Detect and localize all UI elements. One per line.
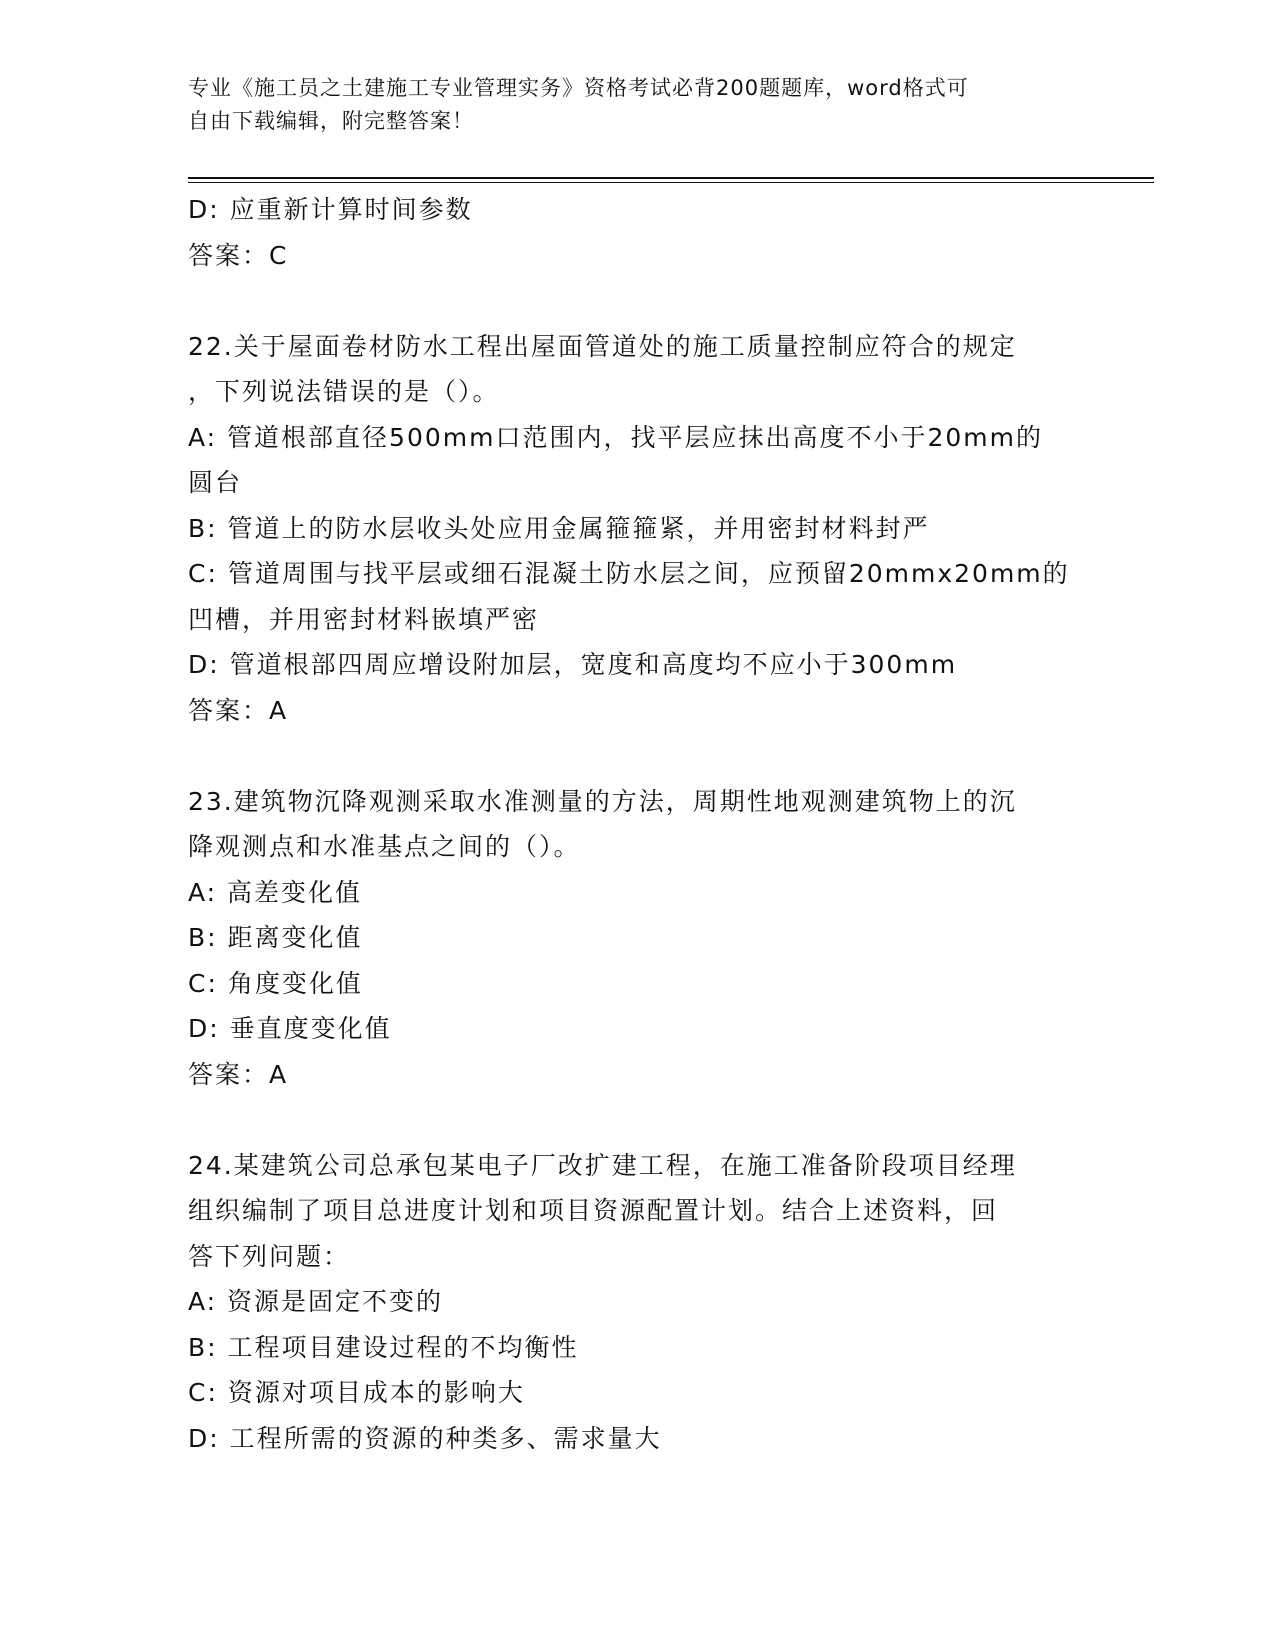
header-line: 自由下载编辑，附完整答案！ bbox=[188, 109, 474, 133]
header-line: 专业《施工员之土建施工专业管理实务》资格考试必背200题题库，word格式可 bbox=[188, 76, 969, 100]
answer: 答案：A bbox=[188, 695, 289, 725]
option-b: B: 工程项目建设过程的不均衡性 bbox=[188, 1332, 579, 1362]
option-b: B: 管道上的防水层收头处应用金属箍箍紧，并用密封材料封严 bbox=[188, 513, 930, 543]
question-24 bbox=[188, 1143, 1088, 1462]
option-d: D: 管道根部四周应增设附加层，宽度和高度均不应小于300mm bbox=[188, 650, 958, 679]
question-stem: 降观测点和水准基点之间的（）。 bbox=[188, 832, 581, 861]
document-header bbox=[188, 72, 1088, 138]
question-stem: 22.关于屋面卷材防水工程出屋面管道处的施工质量控制应符合的规定 bbox=[188, 331, 1017, 361]
question-stem: ，下列说法错误的是（）。 bbox=[188, 377, 500, 406]
option-d: D: 工程所需的资源的种类多、需求量大 bbox=[188, 1423, 662, 1453]
question-spacer bbox=[188, 1097, 1088, 1143]
option-d: D: 应重新计算时间参数 bbox=[188, 195, 473, 224]
question-22 bbox=[188, 324, 1088, 734]
header-divider bbox=[188, 177, 1154, 179]
option-d: D: 垂直度变化值 bbox=[188, 1014, 392, 1043]
option-a: A: 高差变化值 bbox=[188, 877, 363, 907]
answer: 答案：C bbox=[188, 240, 289, 270]
question-23 bbox=[188, 779, 1088, 1098]
question-spacer bbox=[188, 733, 1088, 779]
answer: 答案：A bbox=[188, 1059, 289, 1089]
question-spacer bbox=[188, 278, 1088, 324]
header-divider bbox=[188, 182, 1154, 183]
option-c: 凹槽，并用密封材料嵌填严密 bbox=[188, 604, 540, 634]
question-stem: 答下列问题： bbox=[188, 1241, 351, 1271]
option-c: C: 管道周围与找平层或细石混凝土防水层之间，应预留20mmx20mm的 bbox=[188, 559, 1070, 588]
question-stem: 24.某建筑公司总承包某电子厂改扩建工程，在施工准备阶段项目经理 bbox=[188, 1150, 1017, 1180]
option-b: B: 距离变化值 bbox=[188, 923, 363, 952]
question-stem: 组织编制了项目总进度计划和项目资源配置计划。结合上述资料，回 bbox=[188, 1196, 999, 1225]
option-c: C: 资源对项目成本的影响大 bbox=[188, 1378, 525, 1407]
option-a: A: 管道根部直径500mm口范围内，找平层应抹出高度不小于20mm的 bbox=[188, 422, 1043, 452]
option-a: A: 资源是固定不变的 bbox=[188, 1287, 444, 1316]
option-c: C: 角度变化值 bbox=[188, 968, 363, 998]
question-stem: 23.建筑物沉降观测采取水准测量的方法，周期性地观测建筑物上的沉 bbox=[188, 786, 1017, 816]
option-a: 圆台 bbox=[188, 468, 243, 497]
document-body bbox=[188, 187, 1088, 1461]
